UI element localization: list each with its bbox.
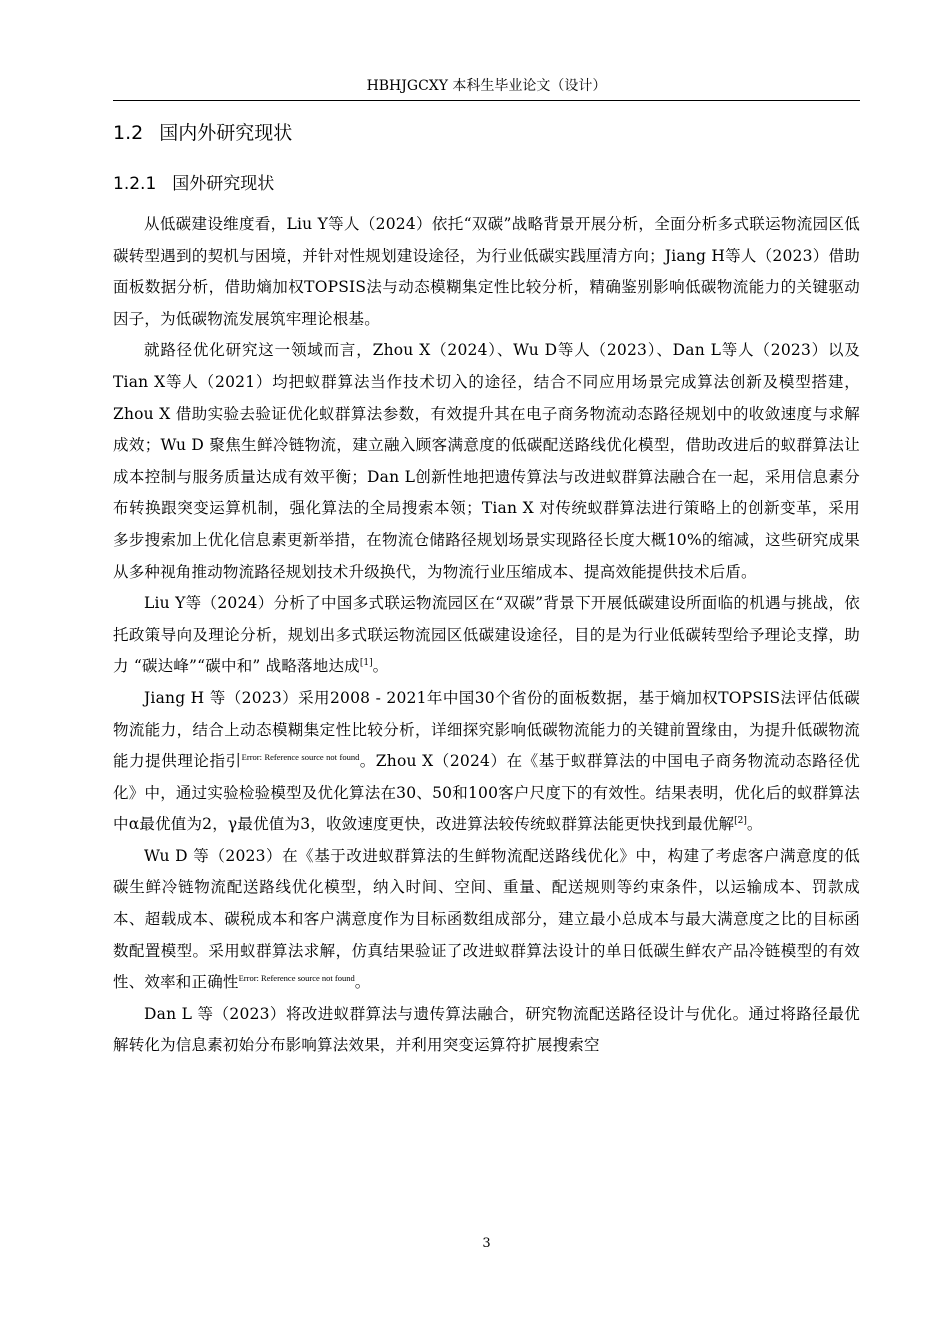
paragraph-text: 。Zhou X（2024）在《基于蚁群算法的中国电子商务物流动态路径优化》中，通过实验检验模型及优化算法在30、50和100客户尺度下的有效性。结果表明，优化后的蚁群算法中α最优值为2，γ最优值为3，收敛速度更快，改进算法较传统蚁群算法能更快找到最优解: [113, 752, 861, 834]
paragraph-text: 就路径优化研究这一领域而言，Zhou X（2024）、Wu D等人（2023）、Dan L等人（2023）以及Tian X等人（2021）均把蚁群算法当作技术切入的途径，结合不同应用场景完成算法创新及模型搭建，Zhou X 借助实验去验证优化蚁群算法参数，有效提升其在电子商务物流动态路径规划中的收敛速度与求解成效；Wu D 聚焦生鲜冷链物流，建立融入顾客满意度的低碳配送路线优化模型，借助改进后的蚁群算法让成本控制与服务质量达成有效平衡；Dan L创新性地把遗传算法与改进蚁群算法融合在一起，采用信息素分布转换跟突变运算机制，强化算法的全局搜索本领；Tian X 对传统蚁群算法进行策略上的创新变革，采用多步搜索加上优化信息素更新举措，在物流仓储路径规划场景实现路径长度大概10%的缩减，这些研究成果从多种视角推动物流路径规划技术升级换代，为物流行业压缩成本、提高效能提供技术后盾。: [113, 341, 860, 581]
paragraph-text: 从低碳建设维度看，Liu Y等人（2024）依托“双碳”战略背景开展分析，全面分析多式联运物流园区低碳转型遇到的契机与困境，并针对性规划建设途径，为行业低碳实践厘清方向；Jiang H等人（2023）借助面板数据分析，借助熵加权TOPSIS法与动态模糊集定性比较分析，精确鉴别影响低碳物流能力的关键驱动因子，为低碳物流发展筑牢理论根基。: [113, 215, 860, 328]
paragraph-text: Wu D 等（2023）在《基于改进蚁群算法的生鲜物流配送路线优化》中，构建了考虑客户满意度的低碳生鲜冷链物流配送路线优化模型，纳入时间、空间、重量、配送规则等约束条件，以运输成本、罚款成本、超载成本、碳税成本和客户满意度作为目标函数组成部分，建立最小总成本与最大满意度之比的目标函数配置模型。采用蚁群算法求解，仿真结果验证了改进蚁群算法设计的单日低碳生鲜农产品冷链模型的有效性、效率和正确性: [113, 846, 860, 992]
subsection-heading: [113, 171, 274, 197]
paragraph: [113, 209, 860, 335]
paragraph-text: 。: [354, 973, 371, 992]
paragraph: [113, 841, 860, 999]
paragraph-text: Liu Y等（2024）分析了中国多式联运物流园区在“双碳”背景下开展低碳建设所面临的机遇与挑战，依托政策导向及理论分析，规划出多式联运物流园区低碳建设途径，目的是为行业低碳转型给予理论支撑，助力 “碳达峰”“碳中和” 战略落地达成: [113, 594, 860, 676]
reference-error-note: Error: Reference source not found: [241, 751, 360, 762]
section-number: 1.2: [113, 122, 144, 144]
paragraph-text: Dan L 等（2023）将改进蚁群算法与遗传算法融合，研究物流配送路径设计与优化。通过将路径最优解转化为信息素初始分布影响算法效果，并利用突变运算符扩展搜索空: [113, 1004, 860, 1055]
section-title: 国内外研究现状: [159, 122, 293, 144]
paragraph: [113, 683, 860, 841]
paragraph: [113, 335, 860, 588]
citation-superscript: [1]: [359, 658, 373, 669]
subsection-title: 国外研究现状: [172, 174, 275, 194]
reference-error-note: Error: Reference source not found: [238, 973, 355, 984]
paragraph: [113, 999, 860, 1062]
page-number: 3: [482, 1236, 491, 1251]
paragraph-text: Jiang H 等（2023）采用2008 - 2021年中国30个省份的面板数据，基于熵加权TOPSIS法评估低碳物流能力，结合上动态模糊集定性比较分析，详细探究影响低碳物流能力的关键前置缘由，为提升低碳物流能力提供理论指引: [113, 688, 860, 771]
header-rule: [113, 100, 860, 101]
paragraph-text: 。: [746, 815, 763, 834]
citation-superscript: [2]: [734, 816, 747, 827]
body-text: [113, 209, 860, 1062]
running-header: HBHJGCXY 本科生毕业论文（设计）: [366, 78, 607, 94]
subsection-number: 1.2.1: [113, 174, 157, 194]
paragraph-text: 。: [372, 657, 389, 676]
paragraph: [113, 588, 860, 683]
section-heading: [113, 119, 292, 147]
